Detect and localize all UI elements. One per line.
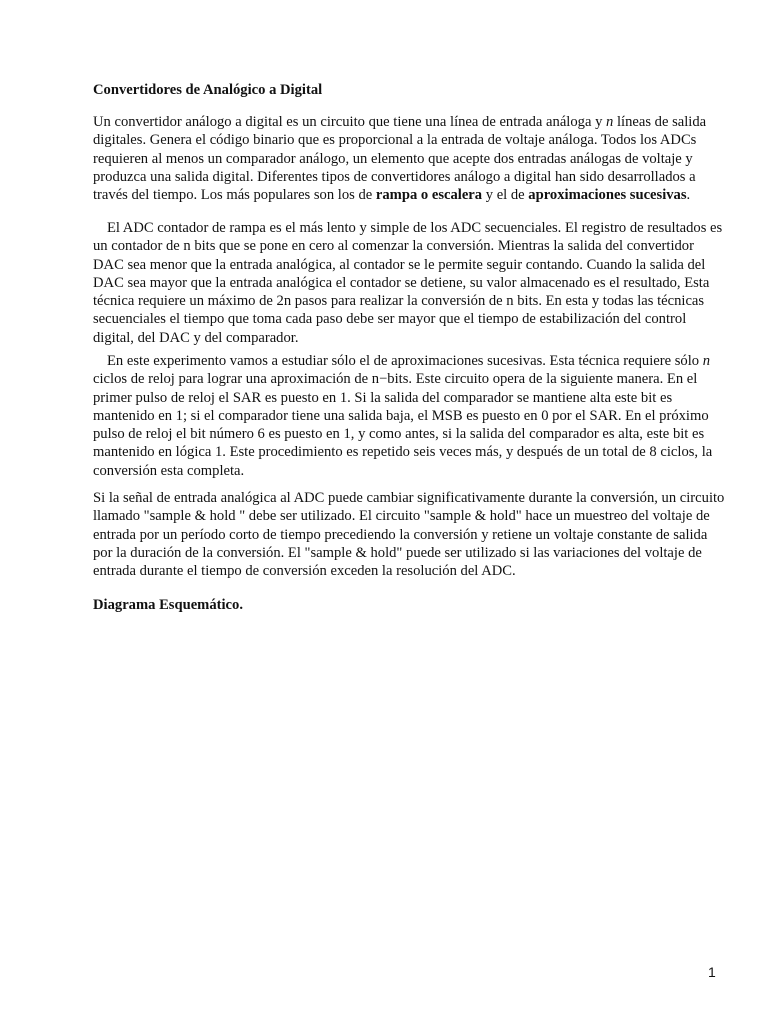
paragraph-intro-text-d: . [686, 187, 691, 204]
paragraph-rampa [93, 219, 725, 347]
variable-n: n [702, 353, 711, 369]
paragraph-intro [93, 113, 725, 204]
paragraph-aproximaciones-text-a: En este experimento vamos a estudiar sólo el de aproximaciones sucesivas. Esta técnica requiere sólo [107, 353, 703, 369]
term-rampa-escalera: rampa o escalera [375, 187, 483, 204]
paragraph-sample-hold: Si la señal de entrada analógica al ADC puede cambiar significativamente durante la conversión, un circuito llamado "sample & hold " debe ser utilizado. El circuito "sample & hold" hace un muestreo del voltaje de entrada por un período corto de tiempo precediendo la conversión y retiene un voltaje constante de salida por la duración de la conversión. El "sample & hold" puede ser utilizado si las variaciones del voltaje de entrada durante el tiempo de conversión exceden la resolución del ADC. [93, 490, 725, 580]
paragraph-intro-text-c: y el de [482, 187, 529, 204]
variable-n: n [606, 114, 614, 130]
page-number: 1 [708, 964, 716, 980]
paragraph-rampa-text: El ADC contador de rampa es el más lento y simple de los ADC secuenciales. El registro de resultados es un contador de n bits que se pone en cero al comenzar la conversión. Mientras la salida del convertidor DAC sea menor que la entrada analógica, al contador se le permite seguir contando. Cuando la salida del DAC sea mayor que la entrada analógica el contador se detiene, su valor almacenado es el resultado, Esta técnica requiere un máximo de 2n pasos para realizar la conversión de n bits. En esta y todas las técnicas secuenciales el tiempo que toma cada paso debe ser mayor que el tiempo de estabilización del control digital, del DAC y del comparador. [93, 220, 723, 346]
paragraph-aproximaciones-text-b: ciclos de reloj para lograr una aproximación de n−bits. Este circuito opera de la siguiente manera. En el primer pulso de reloj el SAR es puesto en 1. Si la salida del comparador se mantiene alta este bit es mantenido en 1; si el comparador tiene una salida baja, el MSB es puesto en 0 por el SAR. En el próximo pulso de reloj el bit número 6 es puesto en 1, y como antes, si la salida del comparador es alta, este bit es mantenido en lógica 1. Este procedimiento es repetido seis veces más, y después de un total de 8 ciclos, la conversión esta completa. [93, 371, 713, 479]
paragraph-intro-text-a: Un convertidor análogo a digital es un circuito que tiene una línea de entrada análoga y [93, 114, 607, 130]
section-heading-diagrama: Diagrama Esquemático. [93, 597, 243, 613]
term-aproximaciones-sucesivas: aproximaciones sucesivas [528, 187, 687, 204]
paragraph-aproximaciones [93, 352, 725, 480]
document-title: Convertidores de Analógico a Digital [93, 82, 323, 98]
paragraph-intro-text-b: líneas de salida digitales. Genera el código binario que es proporcional a la entrada de voltaje análoga. Todos los ADCs requieren al menos un comparador análogo, un elemento que acepte dos entradas análogas de voltaje y produzca una salida digital. Diferentes tipos de convertidores análogo a digital han sido desarrollados a través del tiempo. Los más populares son los de [93, 114, 707, 204]
